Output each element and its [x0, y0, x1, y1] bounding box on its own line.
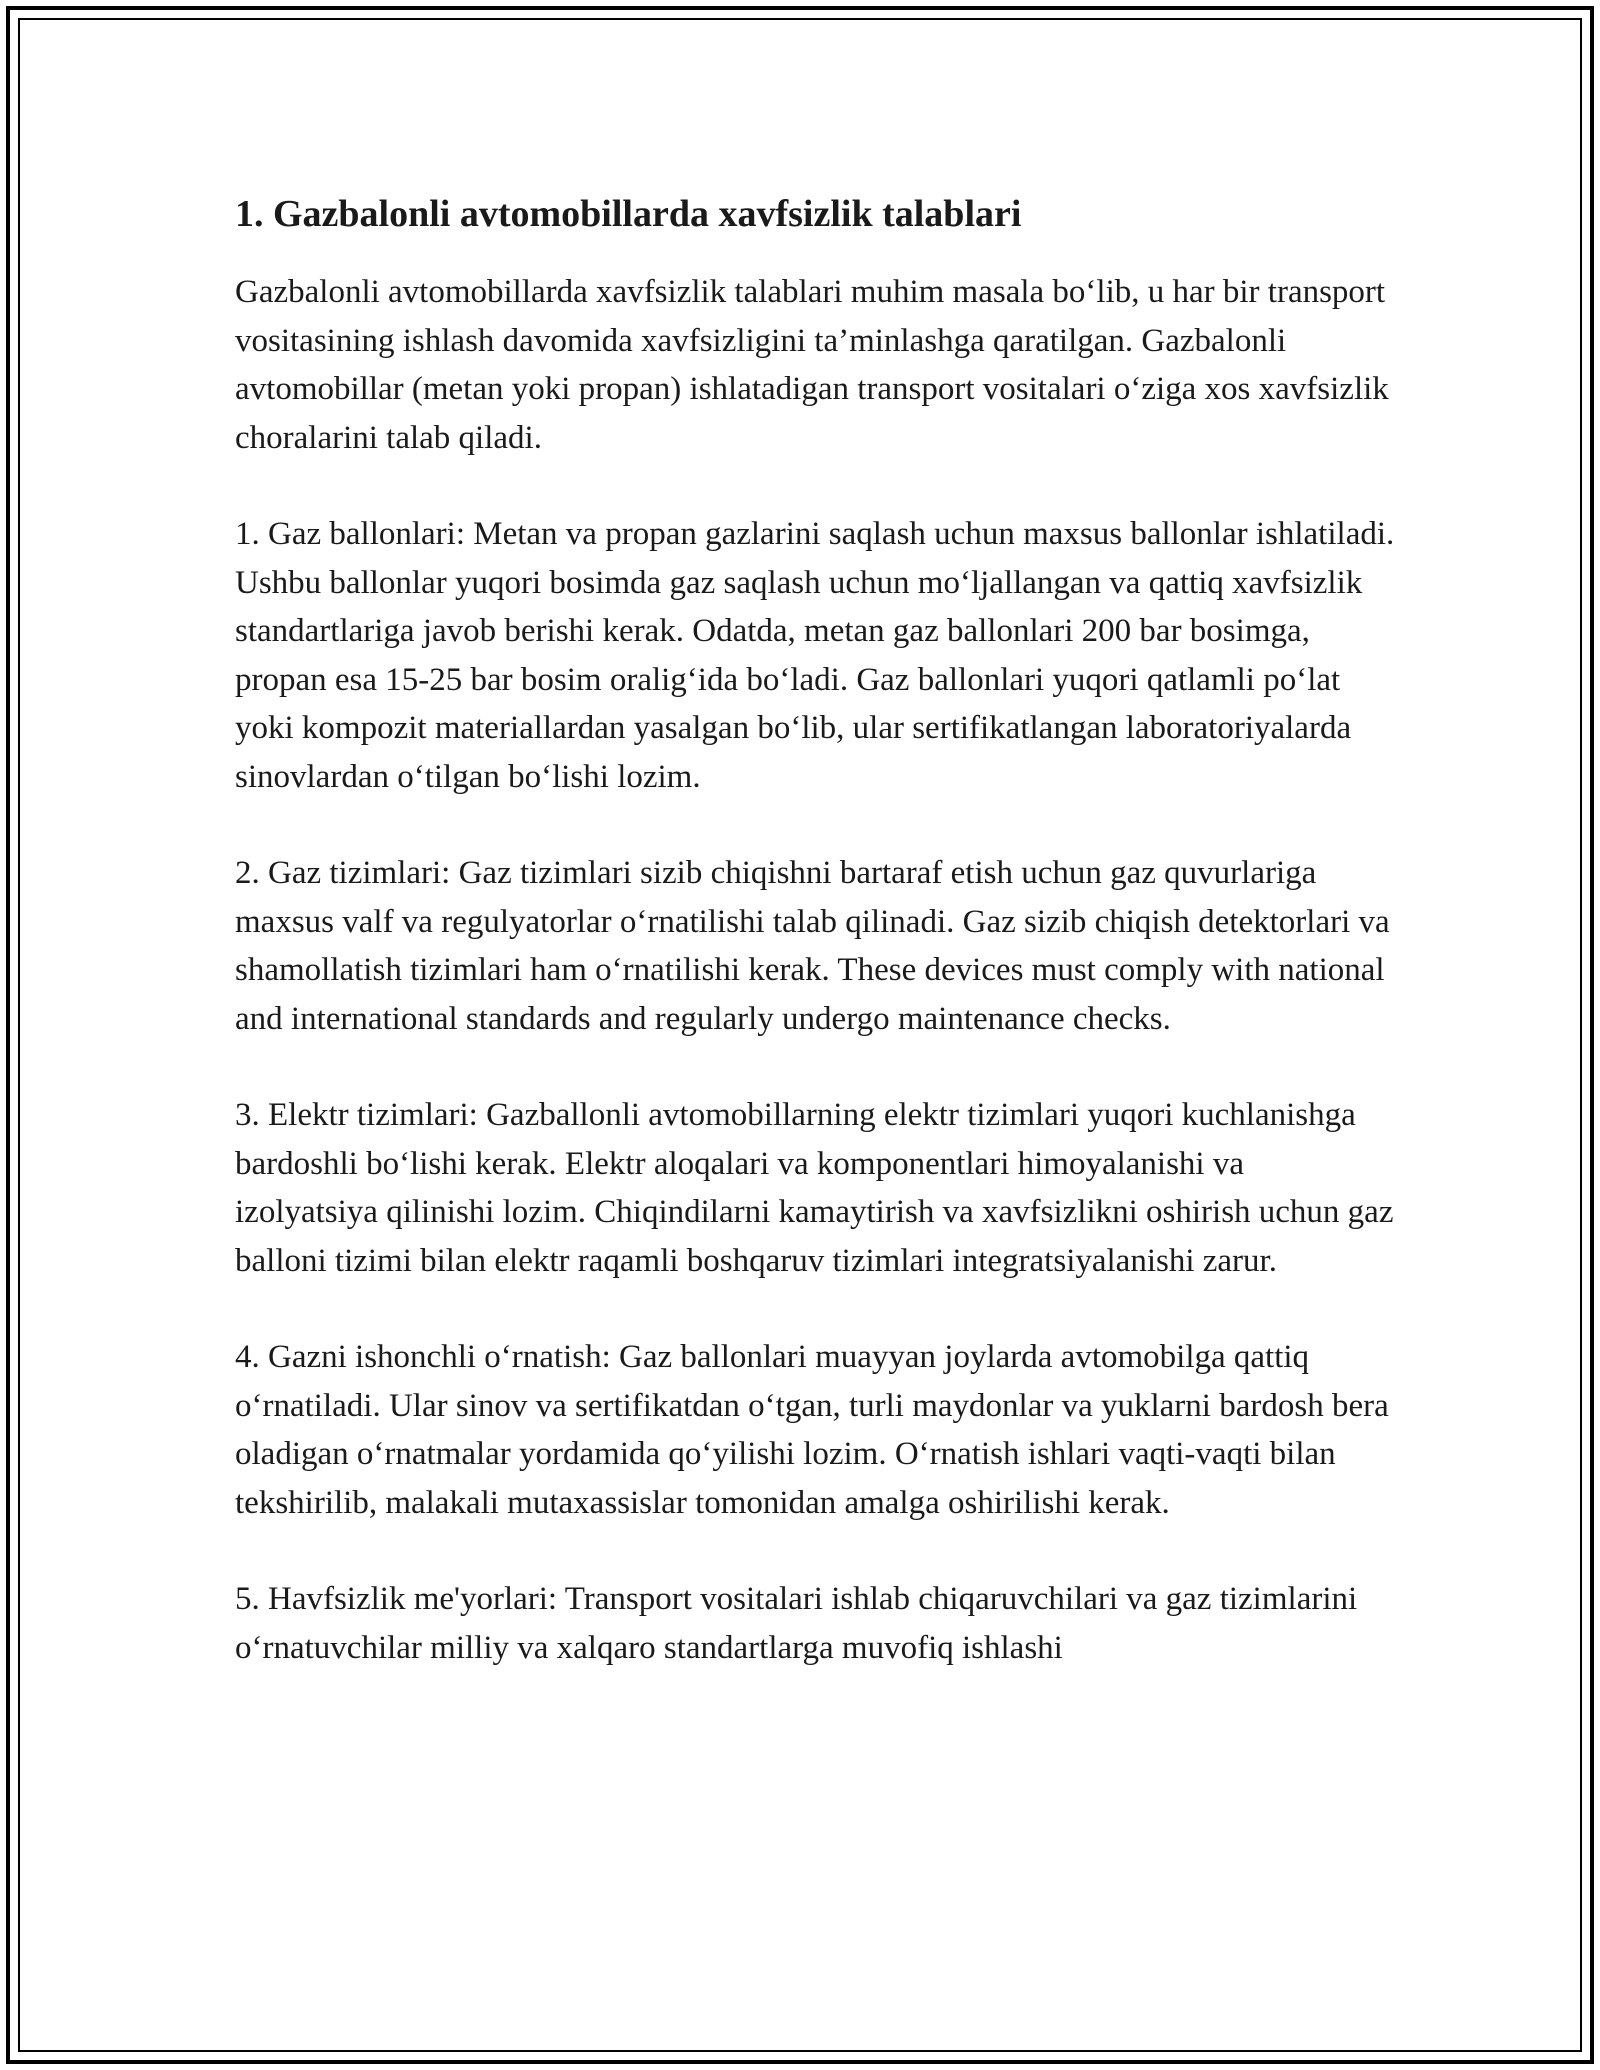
paragraph-safety-standards: 5. Havfsizlik me'yorlari: Transport vositalari ishlab chiqaruvchilari va gaz tizimlarini oʻrnatuvchilar milliy va xalqaro standartlarga muvofiq ishlashi — [235, 1581, 1358, 1666]
paragraph-gas-cylinders: 1. Gaz ballonlari: Metan va propan gazlarini saqlash uchun maxsus ballonlar ishlatiladi. Ushbu ballonlar yuqori bosimda gaz saqlash uchun moʻljallangan va qattiq xavfsizlik standartlariga javob berishi kerak. Odatda, metan gaz ballonlari 200 bar bosimga, propan esa 15-25 bar bosim oraligʻida boʻladi. Gaz ballonlari yuqori qatlamli poʻlat yoki kompozit materiallardan yasalgan boʻlib, ular sertifikatlangan laboratoriyalarda sinovlardan oʻtilgan boʻlishi lozim. — [235, 516, 1395, 795]
paragraph-gas-systems: 2. Gaz tizimlari: Gaz tizimlari sizib chiqishni bartaraf etish uchun gaz quvurlariga maxsus valf va regulyatorlar oʻrnatilishi talab qilinadi. Gaz sizib chiqish detektorlari va shamollatish tizimlari ham oʻrnatilishi kerak. These devices must comply with national and international standards and regularly undergo maintenance checks. — [235, 855, 1390, 1037]
paragraph-intro: Gazbalonli avtomobillarda xavfsizlik talablari muhim masala boʻlib, u har bir transport vositasining ishlash davomida xavfsizligini ta’minlashga qaratilgan. Gazbalonli avtomobillar (metan yoki propan) ishlatadigan transport vositalari oʻziga xos xavfsizlik choralarini talab qiladi. — [235, 274, 1389, 456]
document-body — [235, 188, 1395, 1720]
paragraph-gas-installation: 4. Gazni ishonchli oʻrnatish: Gaz ballonlari muayyan joylarda avtomobilga qattiq oʻrnatiladi. Ular sinov va sertifikatdan oʻtgan, turli maydonlar va yuklarni bardosh bera oladigan oʻrnatmalar yordamida qoʻyilishi lozim. Oʻrnatish ishlari vaqti-vaqti bilan tekshirilib, malakali mutaxassislar tomonidan amalga oshirilishi kerak. — [235, 1339, 1389, 1521]
paragraph-electrical-systems: 3. Elektr tizimlari: Gazballonli avtomobillarning elektr tizimlari yuqori kuchlanishga bardoshli boʻlishi kerak. Elektr aloqalari va komponentlari himoyalanishi va izolyatsiya qilinishi lozim. Chiqindilarni kamaytirish va xavfsizlikni oshirish uchun gaz balloni tizimi bilan elektr raqamli boshqaruv tizimlari integratsiyalanishi zarur. — [235, 1097, 1394, 1279]
document-title: 1. Gazbalonli avtomobillarda xavfsizlik talablari — [235, 193, 1022, 235]
